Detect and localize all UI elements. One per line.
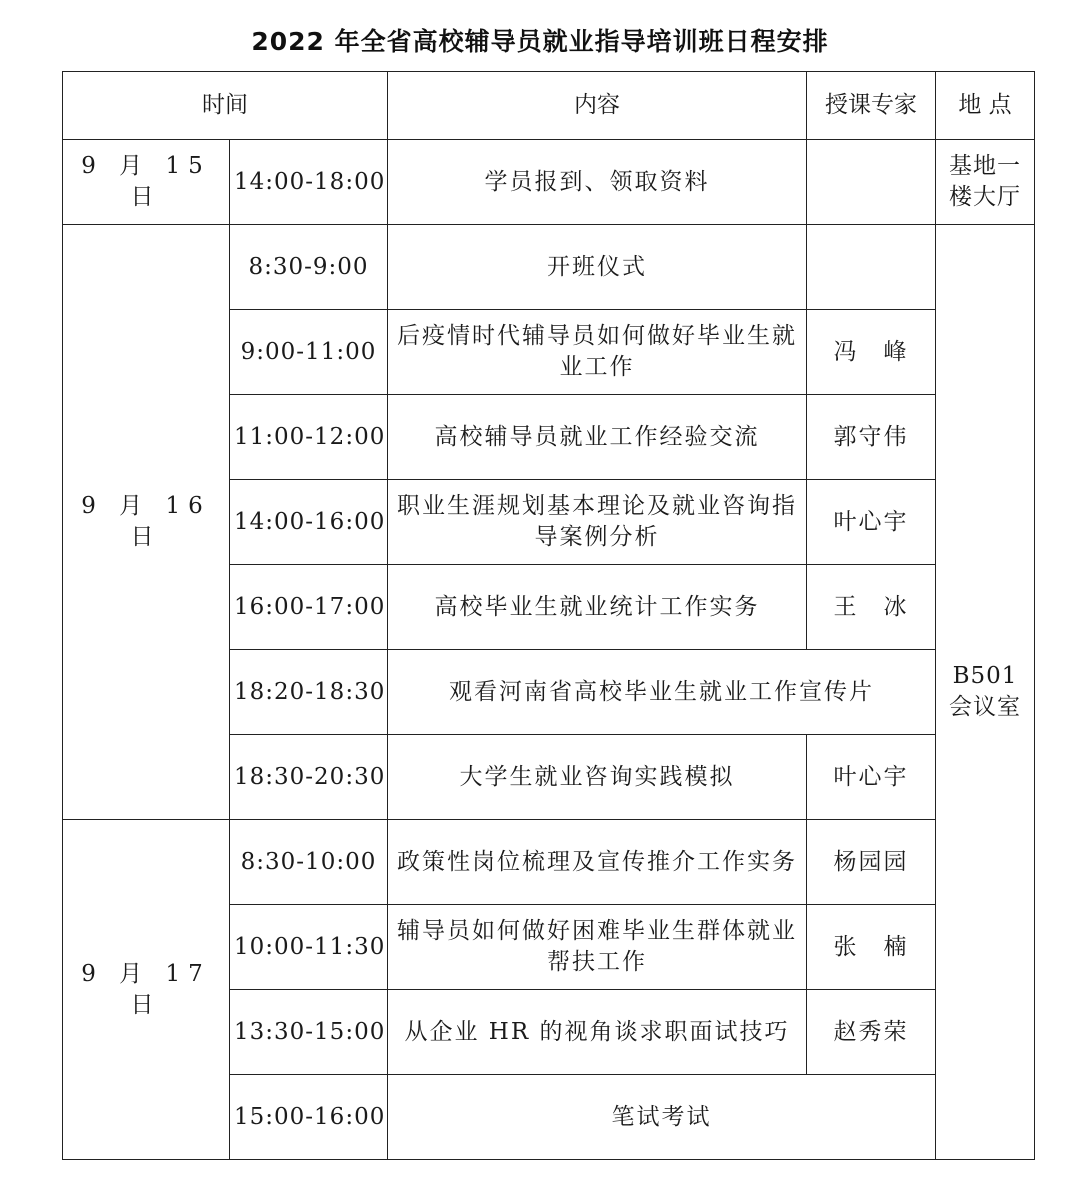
expert-cell: 冯 峰: [807, 310, 936, 395]
content-cell: 高校毕业生就业统计工作实务: [388, 565, 807, 650]
table-row: [63, 140, 1035, 225]
time-cell: 14:00-18:00: [230, 140, 388, 225]
date-cell: 9 月 17 日: [63, 820, 230, 1160]
content-cell: 后疫情时代辅导员如何做好毕业生就业工作: [388, 310, 807, 395]
content-cell: 职业生涯规划基本理论及就业咨询指导案例分析: [388, 480, 807, 565]
expert-cell: 张 楠: [807, 905, 936, 990]
content-cell: 开班仪式: [388, 225, 807, 310]
header-time: 时间: [63, 72, 388, 140]
content-cell: 学员报到、领取资料: [388, 140, 807, 225]
table-row: [63, 820, 1035, 905]
expert-cell: 叶心宇: [807, 480, 936, 565]
time-cell: 11:00-12:00: [230, 395, 388, 480]
time-cell: 18:30-20:30: [230, 735, 388, 820]
content-cell: 从企业 HR 的视角谈求职面试技巧: [388, 990, 807, 1075]
time-cell: 13:30-15:00: [230, 990, 388, 1075]
table-row: [63, 225, 1035, 310]
document-title: 2022 年全省高校辅导员就业指导培训班日程安排: [251, 27, 829, 56]
location-cell: B501 会议室: [936, 225, 1035, 1160]
content-cell: 观看河南省高校毕业生就业工作宣传片: [388, 650, 936, 735]
expert-cell: [807, 225, 936, 310]
time-cell: 9:00-11:00: [230, 310, 388, 395]
time-cell: 18:20-18:30: [230, 650, 388, 735]
time-cell: 15:00-16:00: [230, 1075, 388, 1160]
header-location: 地 点: [936, 72, 1035, 140]
schedule-table: [62, 71, 1035, 1160]
header-row: [63, 72, 1035, 140]
date-cell: 9 月 15 日: [63, 140, 230, 225]
time-cell: 16:00-17:00: [230, 565, 388, 650]
content-cell: 笔试考试: [388, 1075, 936, 1160]
expert-cell: 王 冰: [807, 565, 936, 650]
header-expert: 授课专家: [807, 72, 936, 140]
content-cell: 辅导员如何做好困难毕业生群体就业帮扶工作: [388, 905, 807, 990]
header-content: 内容: [388, 72, 807, 140]
expert-cell: [807, 140, 936, 225]
date-cell: 9 月 16 日: [63, 225, 230, 820]
content-cell: 大学生就业咨询实践模拟: [388, 735, 807, 820]
expert-cell: 叶心宇: [807, 735, 936, 820]
content-cell: 政策性岗位梳理及宣传推介工作实务: [388, 820, 807, 905]
time-cell: 10:00-11:30: [230, 905, 388, 990]
time-cell: 8:30-10:00: [230, 820, 388, 905]
expert-cell: 杨园园: [807, 820, 936, 905]
content-cell: 高校辅导员就业工作经验交流: [388, 395, 807, 480]
expert-cell: 郭守伟: [807, 395, 936, 480]
expert-cell: 赵秀荣: [807, 990, 936, 1075]
location-cell: 基地一楼大厅: [936, 140, 1035, 225]
time-cell: 14:00-16:00: [230, 480, 388, 565]
time-cell: 8:30-9:00: [230, 225, 388, 310]
